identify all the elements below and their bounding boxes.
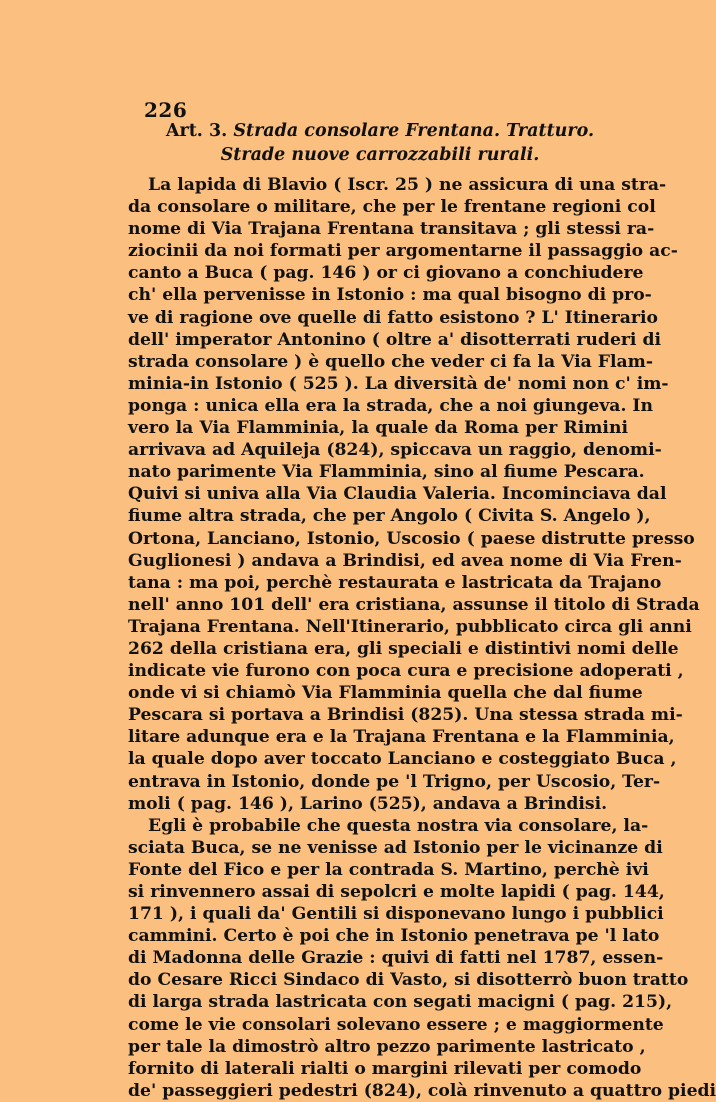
text-line: nome di Via Trajana Frentana transitava ; gli stessi ra- xyxy=(128,219,655,240)
text-line: sciata Buca, se ne venisse ad Istonio per le vicinanze di xyxy=(128,837,663,858)
section-title-line-2: Strade nuove carrozzabili rurali. xyxy=(220,145,540,165)
text-line: canto a Buca ( pag. 146 ) or ci giovano a conchiudere xyxy=(128,263,644,284)
text-line: do Cesare Ricci Sindaco di Vasto, si disotterrò buon tratto xyxy=(128,970,689,991)
text-line: la quale dopo aver toccato Lanciano e costeggiato Buca , xyxy=(128,749,677,770)
text-line: arrivava ad Aquileja (824), spiccava un raggio, denomi- xyxy=(128,440,662,461)
text-line: Egli è probabile che questa nostra via consolare, la- xyxy=(148,815,649,836)
text-line: minia-in Istonio ( 525 ). La diversità de' nomi non c' im- xyxy=(128,373,669,394)
section-heading xyxy=(130,118,630,144)
text-line: ziocinii da noi formati per argomentarne il passaggio ac- xyxy=(128,241,678,262)
text-line: Fonte del Fico e per la contrada S. Martino, perchè ivi xyxy=(128,859,649,880)
text-line: Guglionesi ) andava a Brindisi, ed avea nome di Via Fren- xyxy=(128,550,682,571)
text-line: onde vi si chiamò Via Flamminia quella che dal fiume xyxy=(128,683,643,704)
text-line: si rinvennero assai di sepolcri e molte lapidi ( pag. 144, xyxy=(128,882,665,902)
text-line: ve di ragione ove quelle di fatto esistono ? L' Itinerario xyxy=(128,307,658,328)
text-line: Trajana Frentana. Nell'Itinerario, pubblicato circa gli anni xyxy=(128,616,692,637)
text-line: per tale la dimostrò altro pezzo parimente lastricato , xyxy=(128,1036,646,1057)
text-line: da consolare o militare, che per le frentane regioni col xyxy=(128,197,656,218)
text-line: Quivi si univa alla Via Claudia Valeria. Incominciava dal xyxy=(128,484,667,505)
text-line: ponga : unica ella era la strada, che a noi giungeva. In xyxy=(128,395,653,416)
text-line: vero la Via Flamminia, la quale da Roma per Rimini xyxy=(128,418,628,439)
section-title-line-1: Strada consolare Frentana. Tratturo. xyxy=(233,121,595,141)
text-line: indicate vie furono con poca cura e precisione adoperati , xyxy=(128,661,684,682)
page-number: 226 xyxy=(144,98,188,122)
text-line: fiume altra strada, che per Angolo ( Civita S. Angelo ), xyxy=(128,506,651,527)
text-line: 171 ), i quali da' Gentili si disponevano lungo i pubblici xyxy=(128,904,664,925)
text-line: tana : ma poi, perchè restaurata e lastricata da Trajano xyxy=(128,572,662,593)
text-line: di Madonna delle Grazie : quivi di fatti nel 1787, essen- xyxy=(128,948,664,969)
text-line: di larga strada lastricata con segati macigni ( pag. 215), xyxy=(128,992,673,1013)
text-line: come le vie consolari solevano essere ; e maggiormente xyxy=(128,1014,664,1035)
text-line: strada consolare ) è quello che veder ci fa la Via Flam- xyxy=(128,351,653,372)
text-line: de' passeggieri pedestri (824), colà rinvenuto a quattro piedi xyxy=(128,1080,716,1101)
text-line: litare adunque era e la Trajana Frentana e la Flamminia, xyxy=(128,727,675,748)
text-line: dell' imperator Antonino ( oltre a' disotterrati ruderi di xyxy=(128,329,661,350)
text-line: Ortona, Lanciano, Istonio, Uscosio ( paese distrutte presso xyxy=(128,528,695,549)
text-line: La lapida di Blavio ( Iscr. 25 ) ne assicura di una stra- xyxy=(148,175,667,195)
text-line: nell' anno 101 dell' era cristiana, assunse il titolo di Strada xyxy=(128,594,700,615)
body-text xyxy=(128,174,716,1102)
text-line: ch' ella pervenisse in Istonio : ma qual bisogno di pro- xyxy=(128,285,652,306)
text-line: fornito di laterali rialti o margini rilevati per comodo xyxy=(128,1058,642,1079)
text-line: moli ( pag. 146 ), Larino (525), andava a Brindisi. xyxy=(128,793,608,814)
text-line: Pescara si portava a Brindisi (825). Una stessa strada mi- xyxy=(128,705,683,726)
section-subtitle xyxy=(130,142,630,168)
article-label: Art. 3. xyxy=(165,121,228,141)
text-line: cammini. Certo è poi che in Istonio penetrava pe 'l lato xyxy=(128,926,660,947)
text-line: nato parimente Via Flamminia, sino al fiume Pescara. xyxy=(128,462,645,483)
text-line: 262 della cristiana era, gli speciali e distintivi nomi delle xyxy=(128,638,679,659)
text-line: entrava in Istonio, donde pe 'l Trigno, per Uscosio, Ter- xyxy=(128,771,661,792)
